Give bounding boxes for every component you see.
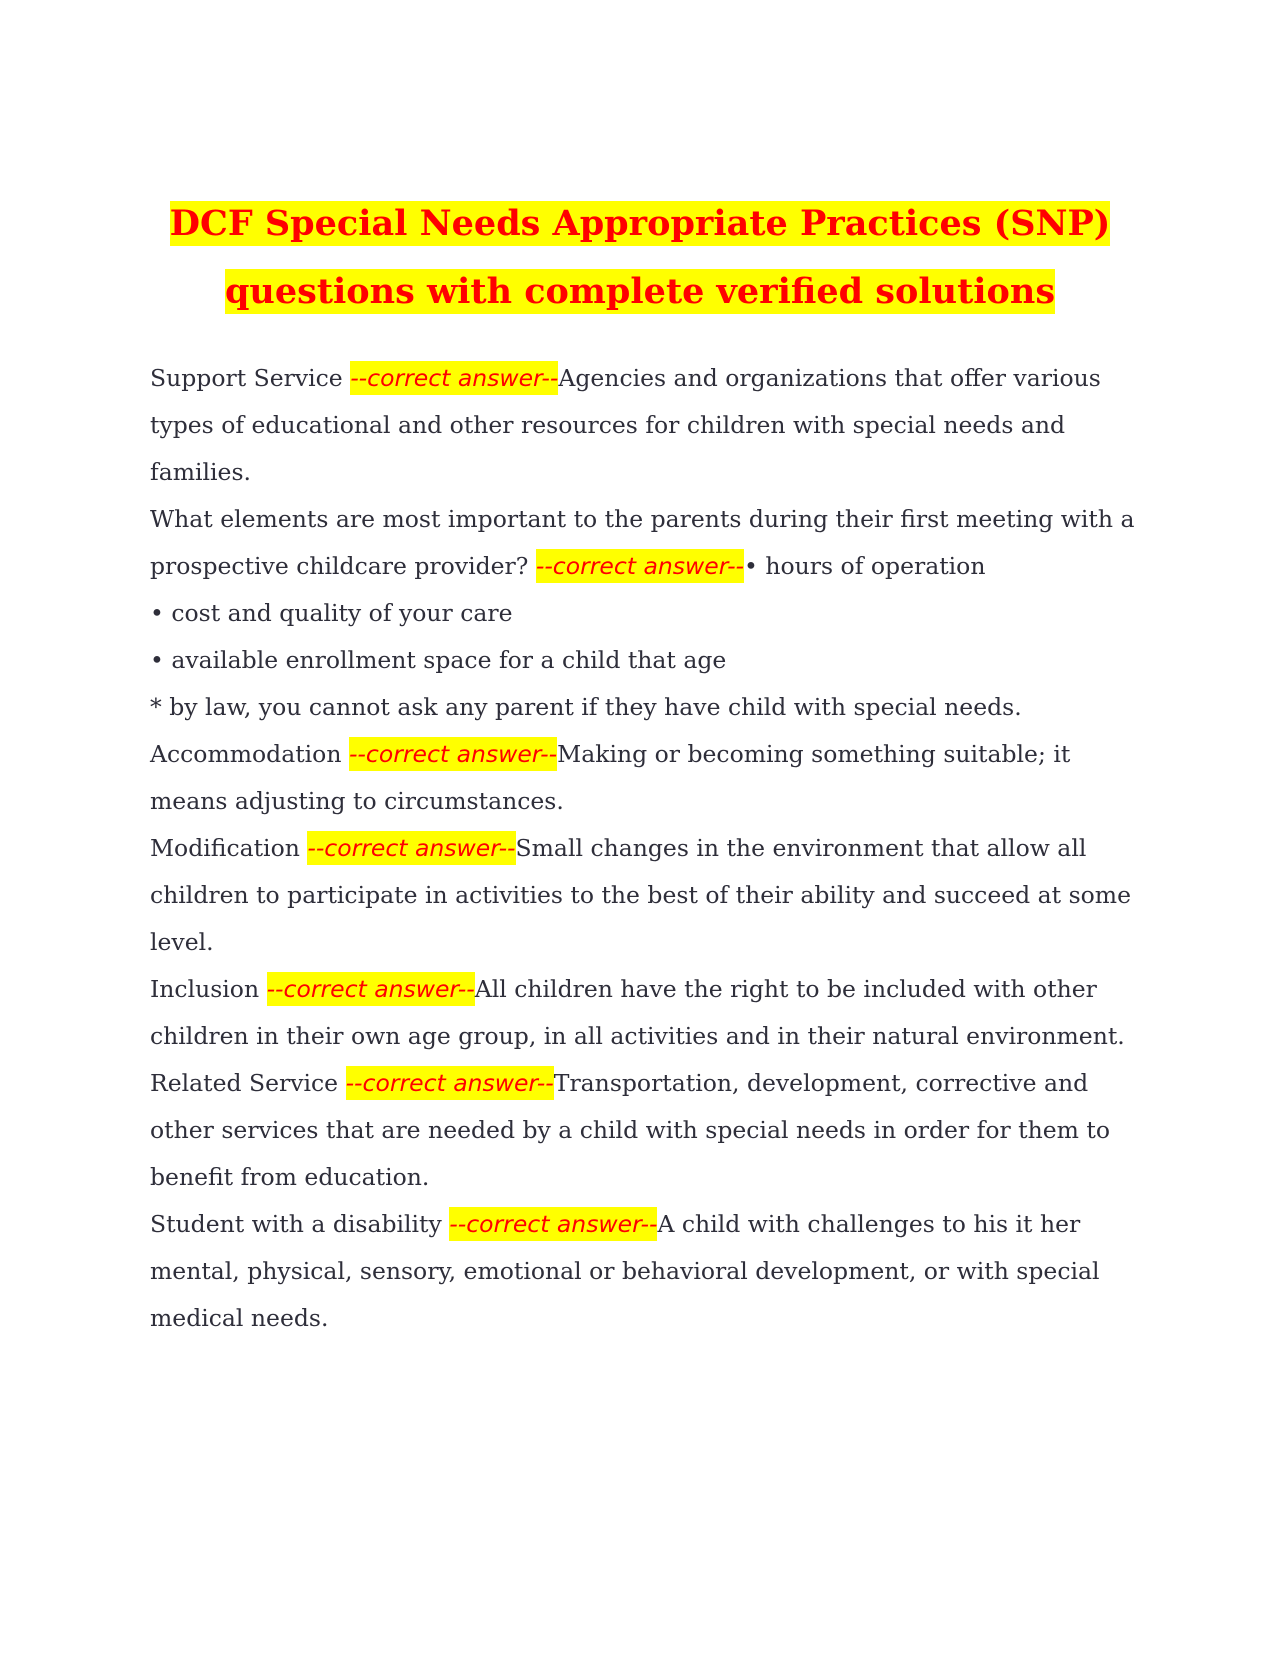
- correct-answer-marker: --correct answer--: [346, 1066, 554, 1100]
- entry-answer: • hours of operation: [744, 552, 986, 580]
- entry-term: Modification: [150, 834, 308, 862]
- correct-answer-marker: --correct answer--: [349, 737, 557, 771]
- note-line: * by law, you cannot ask any parent if they have child with special needs.: [150, 693, 1022, 721]
- correct-answer-marker: --correct answer--: [350, 361, 558, 395]
- entry-answer: Small changes in the environment that allow all children to participate in activities to the best of their ability and succeed at some level.: [150, 834, 1131, 956]
- entry-term: Student with a disability: [150, 1210, 450, 1238]
- qa-entry-related-service: [150, 1060, 1150, 1201]
- entry-term: Accommodation: [150, 740, 349, 768]
- entry-term: Related Service: [150, 1069, 346, 1097]
- entry-answer: All children have the right to be included with other children in their own age group, in all activities and in their natural environment.: [150, 975, 1125, 1050]
- correct-answer-marker: --correct answer--: [449, 1207, 657, 1241]
- title-line-1: DCF Special Needs Appropriate Practices (SNP): [169, 203, 1111, 244]
- entry-term: What elements are most important to the parents during their first meeting with a prospective childcare provider?: [150, 505, 1135, 580]
- entry-answer: Agencies and organizations that offer various types of educational and other resources for children with special needs and families.: [150, 364, 1101, 486]
- entry-term: Support Service: [150, 364, 351, 392]
- qa-entry-student-with-disability: [150, 1201, 1150, 1342]
- correct-answer-marker: --correct answer--: [536, 549, 744, 583]
- bullet-line: • available enrollment space for a child that age: [150, 646, 727, 674]
- qa-entry-inclusion: [150, 966, 1150, 1060]
- document-body: [150, 355, 1150, 1342]
- entry-term: Inclusion: [150, 975, 267, 1003]
- entry-answer: A child with challenges to his it her mental, physical, sensory, emotional or behavioral development, or with special medical needs.: [150, 1210, 1100, 1332]
- qa-entry-support-service: [150, 355, 1150, 496]
- bullet-line: • cost and quality of your care: [150, 599, 513, 627]
- qa-entry-parent-elements: [150, 496, 1150, 590]
- entry-answer: Making or becoming something suitable; it means adjusting to circumstances.: [150, 740, 1071, 815]
- document-title: [120, 190, 1160, 326]
- correct-answer-marker: --correct answer--: [307, 831, 515, 865]
- qa-entry-modification: [150, 825, 1150, 966]
- title-line-2: questions with complete verified solutions: [224, 271, 1056, 312]
- entry-answer: Transportation, development, corrective and other services that are needed by a child with special needs in order for them to benefit from education.: [150, 1069, 1111, 1191]
- qa-entry-accommodation: [150, 731, 1150, 825]
- correct-answer-marker: --correct answer--: [267, 972, 475, 1006]
